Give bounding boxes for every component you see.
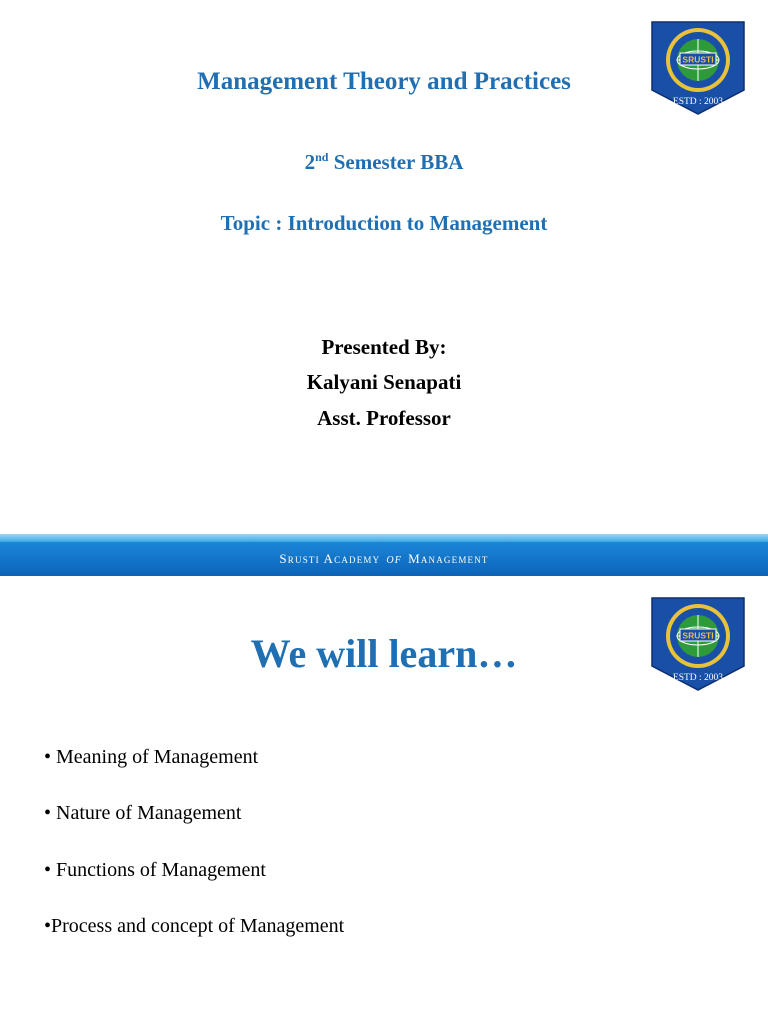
presenter-role: Asst. Professor [317,406,451,430]
presented-by-label: Presented By: [321,335,447,359]
footer-management-text: Management [408,551,489,566]
footer-academy-text: Srusti Academy [279,551,381,566]
footer-band-highlight [0,534,768,542]
course-title: Management Theory and Practices [197,68,571,95]
agenda-bullet: • Meaning of Management [44,746,259,768]
agenda-bullet: • Functions of Management [44,859,266,881]
topic-line: Topic : Introduction to Management [220,211,548,235]
semester-suffix: nd [315,150,329,164]
footer-of-text: of [386,552,403,567]
footer-band-label [0,551,768,568]
logo-estd-text: ESTD : 2003 [672,673,724,683]
semester-number: 2 [304,150,316,174]
agenda-title: We will learn… [250,631,518,676]
logo-emblem-text: SRUSTI [682,54,714,65]
semester-line [0,150,768,175]
agenda-bullet: • Nature of Management [44,802,242,824]
logo-emblem-text: SRUSTI [682,630,714,641]
logo-estd-text: ESTD : 2003 [672,97,724,107]
presenter-name: Kalyani Senapati [306,370,462,394]
agenda-bullet: •Process and concept of Management [44,915,345,937]
institute-logo [650,20,746,116]
semester-text: Semester BBA [328,150,464,174]
